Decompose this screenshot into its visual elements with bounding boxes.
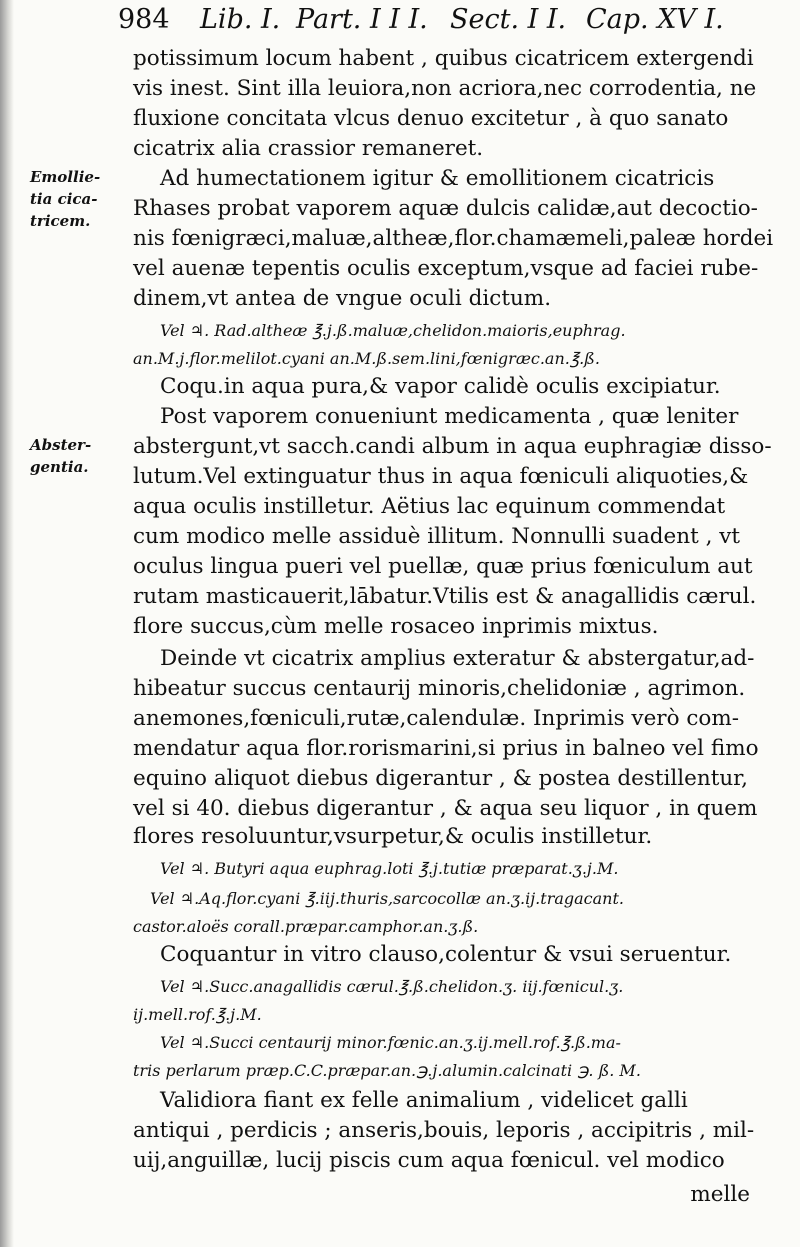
text-line: Deinde vt cicatrix amplius exteratur & abstergatur,ad-	[160, 646, 755, 671]
text-line: equino aliquot diebus digerantur , & postea destillentur,	[133, 766, 748, 791]
recipe-line: Vel ♃.Aq.flor.cyani ℥.iij.thuris,sarcocollæ an.ʒ.ij.tragacant.	[150, 889, 624, 908]
text-line: antiqui , perdicis ; anseris,bouis, leporis , accipitris , mil-	[133, 1118, 755, 1143]
text-line: Coqu.in aqua pura,& vapor calidè oculis excipiatur.	[160, 374, 721, 399]
text-line: mendatur aqua flor.rorismarini,si prius in balneo vel fimo	[133, 736, 759, 761]
header-sectio: Sect. I I.	[450, 4, 567, 35]
header-pars: Part. I I I.	[296, 4, 428, 35]
page-number: 984	[118, 4, 170, 35]
text-line: vel auenæ tepentis oculis exceptum,vsque ad faciei rube-	[133, 256, 759, 281]
text-line: vis inest. Sint illa leuiora,non acriora,nec corrodentia, ne	[133, 76, 757, 101]
recipe-line: an.M.j.flor.melilot.cyani an.M.ß.sem.lini,fœnigræc.an.℥.ß.	[133, 349, 600, 368]
margin-note-emollientia	[30, 166, 128, 232]
recipe-line: Vel ♃. Rad.altheæ ℥.j.ß.maluæ,chelidon.maioris,euphrag.	[160, 321, 626, 340]
text-line: Rhases probat vaporem aquæ dulcis calidæ,aut decoctio-	[133, 196, 758, 221]
catchword: melle	[690, 1182, 750, 1207]
text-line: nis fœnigræci,maluæ,altheæ,flor.chamæmeli,paleæ hordei	[133, 226, 774, 251]
recipe-line: Vel ♃.Succi centaurij minor.fœnic.an.ʒ.ij.mell.rof.℥.ß.ma-	[160, 1033, 621, 1052]
header-liber: Lib. I.	[200, 4, 281, 35]
text-line: vel si 40. diebus digerantur , & aqua seu liquor , in quem	[133, 796, 758, 821]
text-line: cum modico melle assiduè illitum. Nonnulli suadent , vt	[133, 524, 741, 549]
margin-note-line: Emollie-	[30, 168, 101, 186]
text-line: Coquantur in vitro clauso,colentur & vsui seruentur.	[160, 942, 732, 967]
margin-note-line: tricem.	[30, 212, 91, 230]
text-line: fluxione concitata vlcus denuo excitetur , à quo sanato	[133, 106, 729, 131]
text-line: hibeatur succus centaurij minoris,chelidoniæ , agrimon.	[133, 676, 746, 701]
margin-note-line: gentia.	[30, 458, 89, 476]
text-line: lutum.Vel extinguatur thus in aqua fœniculi aliquoties,&	[133, 464, 749, 489]
margin-note-line: tia cica-	[30, 190, 98, 208]
text-line: flores resoluuntur,vsurpetur,& oculis instilletur.	[133, 824, 653, 849]
text-line: Post vaporem conueniunt medicamenta , quæ leniter	[160, 404, 739, 429]
running-header	[118, 4, 778, 42]
text-line: oculus lingua pueri vel puellæ, quæ prius fœniculum aut	[133, 554, 753, 579]
gutter-shadow	[0, 0, 14, 1247]
margin-note-abstergentia	[30, 434, 128, 478]
recipe-line: ij.mell.rof.℥.j.M.	[133, 1005, 262, 1024]
text-line: Validiora fiant ex felle animalium , videlicet galli	[160, 1088, 688, 1113]
text-line: uij,anguillæ, lucij piscis cum aqua fœnicul. vel modico	[133, 1148, 725, 1173]
recipe-line: Vel ♃.Succ.anagallidis cærul.℥.ß.chelidon.ʒ. iij.fœnicul.ʒ.	[160, 977, 624, 996]
text-line: flore succus,cùm melle rosaceo inprimis mixtus.	[133, 614, 659, 639]
text-line: aqua oculis instilletur. Aëtius lac equinum commendat	[133, 494, 726, 519]
text-line: abstergunt,vt sacch.candi album in aqua euphragiæ disso-	[133, 434, 772, 459]
text-line: rutam masticauerit,lābatur.Vtilis est & anagallidis cærul.	[133, 584, 757, 609]
text-line: potissimum locum habent , quibus cicatricem extergendi	[133, 46, 754, 71]
text-line: dinem,vt antea de vngue oculi dictum.	[133, 286, 552, 311]
text-line: cicatrix alia crassior remaneret.	[133, 136, 484, 161]
recipe-line: castor.aloës corall.præpar.camphor.an.ʒ.ß.	[133, 917, 479, 936]
header-caput: Cap. XV I.	[586, 4, 724, 35]
text-line: Ad humectationem igitur & emollitionem cicatricis	[160, 166, 715, 191]
margin-note-line: Abster-	[30, 436, 92, 454]
recipe-line: tris perlarum præp.C.C.præpar.an.℈.j.alumin.calcinati ℈. ß. M.	[133, 1061, 641, 1080]
recipe-line: Vel ♃. Butyri aqua euphrag.loti ℥.j.tutiæ præparat.ʒ.j.M.	[160, 859, 619, 878]
text-line: anemones,fœniculi,rutæ,calendulæ. Inprimis verò com-	[133, 706, 739, 731]
